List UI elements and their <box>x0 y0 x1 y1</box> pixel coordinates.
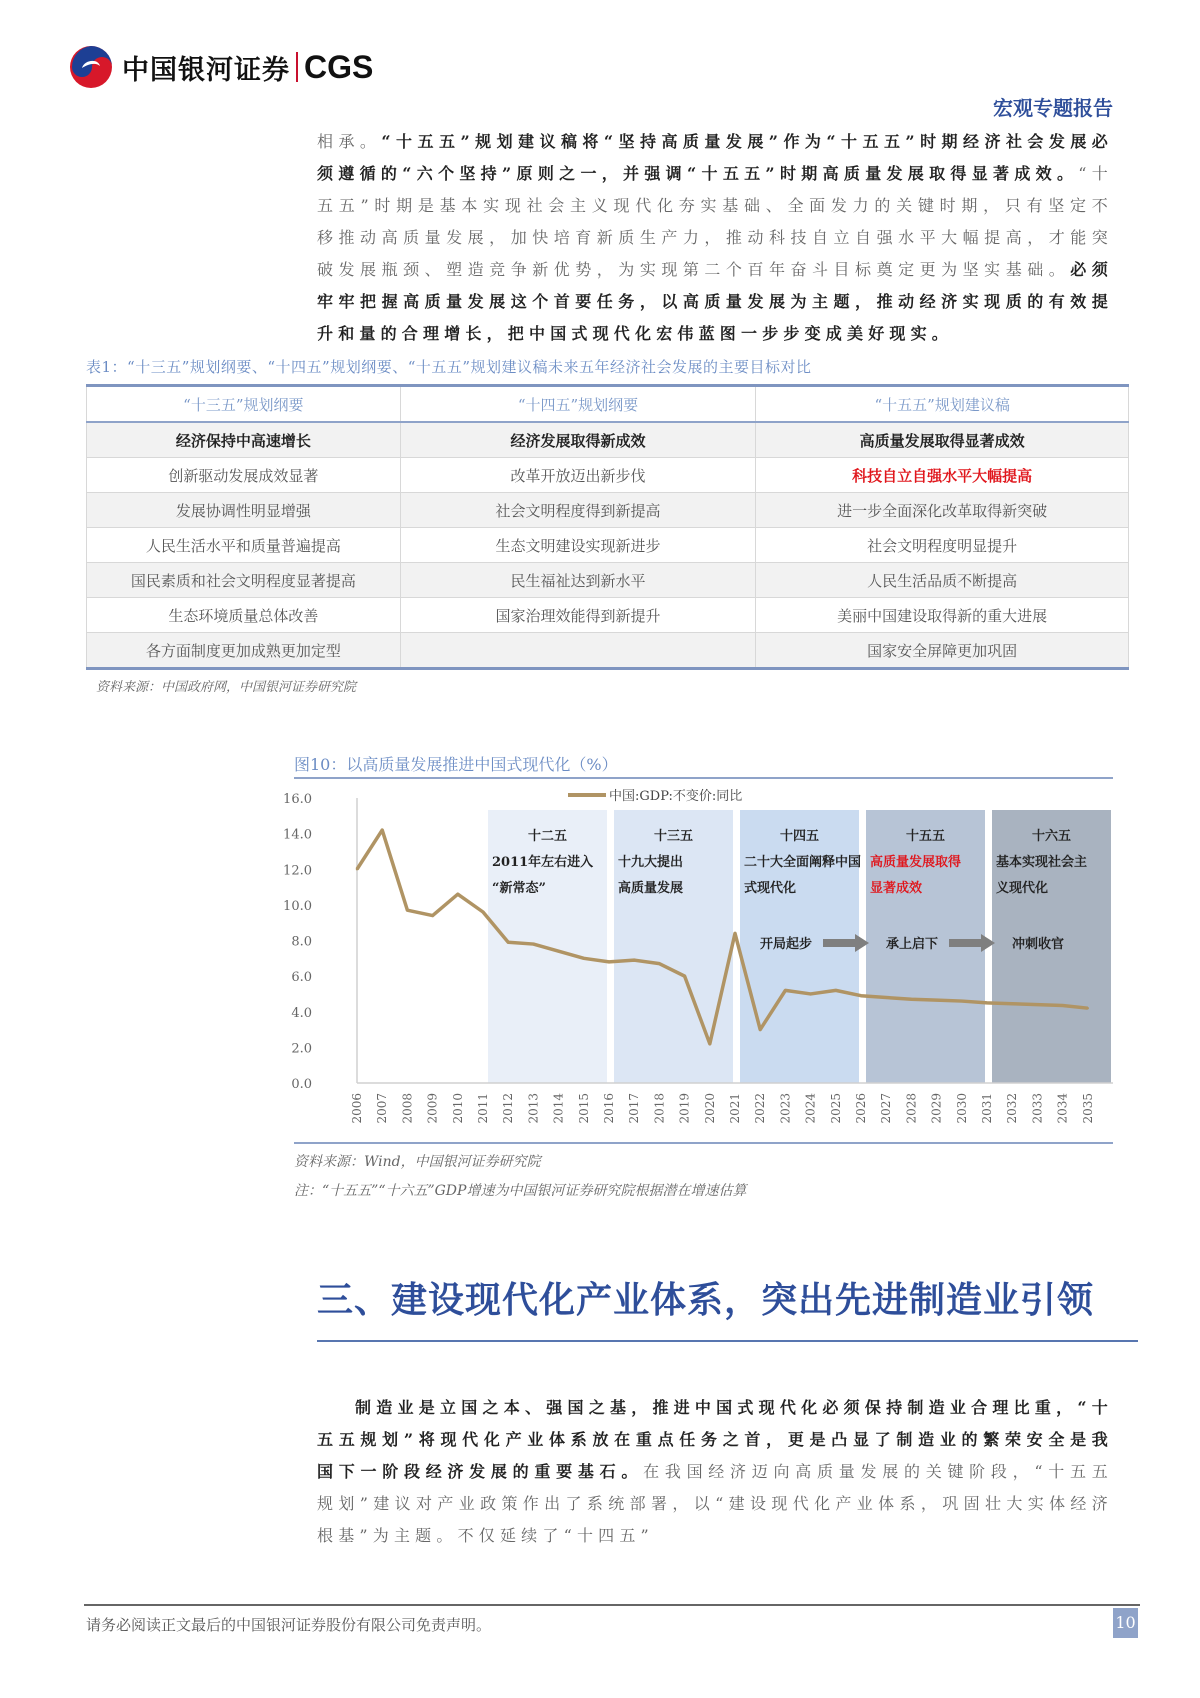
band-annotation: 十三五 <box>653 829 694 844</box>
table-cell: 经济保持中高速增长 <box>87 422 401 458</box>
x-tick-label: 2030 <box>954 1093 969 1124</box>
stage-label: 承上启下 <box>886 937 939 952</box>
body-paragraph-2 <box>317 1392 1113 1552</box>
x-tick-label: 2017 <box>627 1093 642 1124</box>
band-annotation: 十二五 <box>527 829 568 844</box>
gdp-growth-chart <box>280 780 1130 1142</box>
table-row <box>87 528 1129 563</box>
gdp-data-point <box>860 995 862 997</box>
table-header-row <box>87 386 1129 423</box>
gdp-data-point <box>482 911 484 913</box>
x-tick-label: 2035 <box>1080 1093 1095 1124</box>
company-logo <box>68 42 373 92</box>
x-tick-label: 2007 <box>375 1093 390 1124</box>
x-tick-label: 2033 <box>1030 1093 1045 1124</box>
column-header: “十五五”规划建议稿 <box>756 386 1129 423</box>
logo-swirl-icon <box>68 44 114 90</box>
x-tick-label: 2027 <box>879 1093 894 1124</box>
y-tick-label: 16.0 <box>283 792 312 807</box>
x-tick-label: 2022 <box>753 1093 768 1124</box>
y-tick-label: 8.0 <box>291 934 312 950</box>
gdp-data-point <box>986 1002 988 1004</box>
footer-rule <box>84 1604 1140 1606</box>
x-tick-label: 2019 <box>677 1093 692 1124</box>
table-cell: 高质量发展取得显著成效 <box>756 422 1129 458</box>
gdp-data-point <box>910 998 912 1000</box>
gdp-data-point <box>406 909 408 911</box>
table-row <box>87 563 1129 598</box>
gdp-data-point <box>633 959 635 961</box>
x-tick-label: 2032 <box>1005 1093 1020 1124</box>
gdp-data-point <box>709 1043 711 1045</box>
band-annotation: 十六五 <box>1031 829 1072 844</box>
table-row <box>87 458 1129 493</box>
table-cell: 生态文明建设实现新进步 <box>400 528 756 563</box>
gdp-data-point <box>507 941 509 943</box>
paragraph-segment-bold: 制造业是立国之本、强国之基，推进中国式现代化必须保持制造业合理比重，“十五五规划”将现代化产业体系放在重点任务之首，更是凸显了制造业的繁荣安全是我国下一阶段经济发展的重要基石。 <box>317 1398 1113 1481</box>
x-tick-label: 2016 <box>602 1093 616 1124</box>
y-tick-label: 14.0 <box>283 827 312 843</box>
table-cell <box>400 633 756 669</box>
table-cell: 创新驱动发展成效显著 <box>87 458 401 493</box>
table-cell: 科技自立自强水平大幅提高 <box>756 458 1129 493</box>
report-type-label: 宏观专题报告 <box>993 96 1113 120</box>
figure-note: 注：“十五五”“十六五”GDP增速为中国银河证券研究院根据潜在增速估算 <box>294 1183 747 1199</box>
stage-label: 开局起步 <box>760 937 813 952</box>
logo-separator <box>296 52 298 82</box>
table-cell: 民生福祉达到新水平 <box>400 563 756 598</box>
band-annotation: 高质量发展 <box>618 881 684 896</box>
logo-text-en: CGS <box>304 48 374 85</box>
gdp-data-point <box>683 975 685 977</box>
gdp-data-point <box>1011 1003 1013 1005</box>
gdp-data-point <box>835 989 837 991</box>
band-annotation: 2011年左右进入 <box>492 855 594 870</box>
gdp-data-point <box>1036 1003 1038 1005</box>
gdp-data-point <box>457 893 459 895</box>
x-tick-label: 2023 <box>778 1093 793 1124</box>
table-source: 资料来源：中国政府网，中国银河证券研究院 <box>96 680 357 695</box>
y-tick-label: 12.0 <box>283 863 312 879</box>
x-tick-label: 2008 <box>400 1093 415 1124</box>
gdp-data-point <box>734 932 736 934</box>
table-row <box>87 633 1129 669</box>
table-row <box>87 493 1129 528</box>
period-band <box>614 810 733 1083</box>
table-cell: 人民生活品质不断提高 <box>756 563 1129 598</box>
figure-title-rule <box>294 777 1113 779</box>
x-tick-label: 2006 <box>350 1093 364 1124</box>
y-tick-label: 2.0 <box>291 1041 312 1057</box>
table-cell: 国家治理效能得到新提升 <box>400 598 756 633</box>
table-cell: 各方面制度更加成熟更加定型 <box>87 633 401 669</box>
table-cell: 国民素质和社会文明程度显著提高 <box>87 563 401 598</box>
footer-disclaimer: 请务必阅读正文最后的中国银河证券股份有限公司免责声明。 <box>86 1616 492 1634</box>
goals-comparison-table <box>86 384 1129 670</box>
x-tick-label: 2011 <box>476 1093 490 1124</box>
x-tick-label: 2013 <box>526 1093 541 1124</box>
gdp-data-point <box>784 989 786 991</box>
gdp-data-point <box>658 962 660 964</box>
figure-title: 图10：以高质量发展推进中国式现代化（%） <box>294 755 618 774</box>
table-cell: 美丽中国建设取得新的重大进展 <box>756 598 1129 633</box>
x-tick-label: 2026 <box>854 1093 868 1124</box>
table-cell: 发展协调性明显增强 <box>87 493 401 528</box>
band-annotation: 式现代化 <box>744 881 797 896</box>
gdp-data-point <box>809 993 811 995</box>
gdp-data-point <box>885 996 887 998</box>
section-heading-rule <box>317 1340 1138 1342</box>
band-annotation: 基本实现社会主 <box>996 855 1088 870</box>
band-annotation: 显著成效 <box>870 881 923 896</box>
column-header: “十四五”规划纲要 <box>400 386 756 423</box>
gdp-data-point <box>759 1028 761 1030</box>
figure-bottom-rule <box>294 1142 1113 1144</box>
table-row <box>87 422 1129 458</box>
y-tick-label: 6.0 <box>291 970 312 986</box>
gdp-data-point <box>935 999 937 1001</box>
gdp-data-point <box>557 950 559 952</box>
gdp-data-point <box>961 1000 963 1002</box>
y-tick-label: 10.0 <box>283 898 312 914</box>
gdp-data-point <box>1087 1007 1089 1009</box>
paragraph-segment-bold: 必须牢牢把握高质量发展这个首要任务，以高质量发展为主题，推动经济实现质的有效提升和量的合理增长，把中国式现代化宏伟蓝图一步步变成美好现实。 <box>317 260 1113 343</box>
band-annotation: 二十大全面阐释中国 <box>744 855 862 870</box>
band-annotation: 义现代化 <box>996 881 1049 896</box>
paragraph-segment-bold: “十五五”规划建议稿将“坚持高质量发展”作为“十五五”时期经济社会发展必须遵循的“六个坚持”原则之一，并强调“十五五”时期高质量发展取得显著成效。 <box>317 132 1113 183</box>
column-header: “十三五”规划纲要 <box>87 386 401 423</box>
x-tick-label: 2025 <box>828 1093 843 1124</box>
gdp-data-point <box>1061 1004 1063 1006</box>
body-paragraph-1 <box>317 126 1113 350</box>
y-tick-label: 4.0 <box>291 1005 312 1021</box>
x-tick-label: 2028 <box>904 1093 919 1124</box>
table-cell: 经济发展取得新成效 <box>400 422 756 458</box>
table-cell: 国家安全屏障更加巩固 <box>756 633 1129 669</box>
table-cell: 生态环境质量总体改善 <box>87 598 401 633</box>
table-cell: 社会文明程度得到新提高 <box>400 493 756 528</box>
paragraph-segment: 在我国经济迈向高质量发展的关键阶段，“十五五规划”建议对产业政策作出了系统部署，以“建设现代化产业体系，巩固壮大实体经济根基”为主题。不仅延续了“十四五” <box>317 1462 1113 1545</box>
x-tick-label: 2014 <box>551 1093 566 1124</box>
x-tick-label: 2021 <box>728 1093 742 1124</box>
band-annotation: 十五五 <box>905 829 946 844</box>
gdp-data-point <box>431 914 433 916</box>
band-annotation: 高质量发展取得 <box>870 855 962 870</box>
figure-source: 资料来源：Wind，中国银河证券研究院 <box>294 1154 541 1170</box>
gdp-data-point <box>583 957 585 959</box>
paragraph-segment: “十五五”时期是基本实现社会主义现代化夯实基础、全面发力的关键时期，只有坚定不移推动高质量发展，加快培育新质生产力，推动科技自立自强水平大幅提高，才能突破发展瓶颈、塑造竞争新优势，为实现第二个百年奋斗目标奠定更为坚实基础。 <box>317 164 1113 279</box>
gdp-data-point <box>532 943 534 945</box>
logo-text-cn: 中国银河证券 <box>122 54 290 86</box>
table-cell: 进一步全面深化改革取得新突破 <box>756 493 1129 528</box>
x-tick-label: 2020 <box>702 1093 717 1124</box>
band-annotation: 十九大提出 <box>618 855 684 870</box>
table-row <box>87 598 1129 633</box>
x-tick-label: 2024 <box>803 1093 818 1124</box>
x-tick-label: 2009 <box>425 1093 440 1124</box>
table-cell: 改革开放迈出新步伐 <box>400 458 756 493</box>
band-annotation: “新常态” <box>492 881 546 896</box>
legend-label: 中国:GDP:不变价:同比 <box>609 789 743 804</box>
table-cell: 人民生活水平和质量普遍提高 <box>87 528 401 563</box>
gdp-data-point <box>381 829 383 831</box>
table-caption: 表1：“十三五”规划纲要、“十四五”规划纲要、“十五五”规划建议稿未来五年经济社会发展的主要目标对比 <box>86 358 812 376</box>
gdp-data-point <box>608 961 610 963</box>
band-annotation: 十四五 <box>779 829 820 844</box>
page-number: 10 <box>1113 1608 1138 1638</box>
y-tick-label: 0.0 <box>291 1077 312 1092</box>
paragraph-segment: 相承。 <box>317 132 382 151</box>
x-tick-label: 2034 <box>1055 1093 1070 1124</box>
table-cell: 社会文明程度明显提升 <box>756 528 1129 563</box>
x-tick-label: 2015 <box>576 1093 591 1124</box>
section-heading: 三、建设现代化产业体系，突出先进制造业引领 <box>317 1279 1095 1321</box>
stage-label: 冲刺收官 <box>1012 937 1065 952</box>
x-tick-label: 2029 <box>929 1093 944 1124</box>
x-tick-label: 2010 <box>450 1093 465 1124</box>
gdp-data-point <box>356 868 358 870</box>
x-tick-label: 2031 <box>980 1093 994 1124</box>
x-tick-label: 2012 <box>501 1093 516 1124</box>
x-tick-label: 2018 <box>652 1093 667 1124</box>
